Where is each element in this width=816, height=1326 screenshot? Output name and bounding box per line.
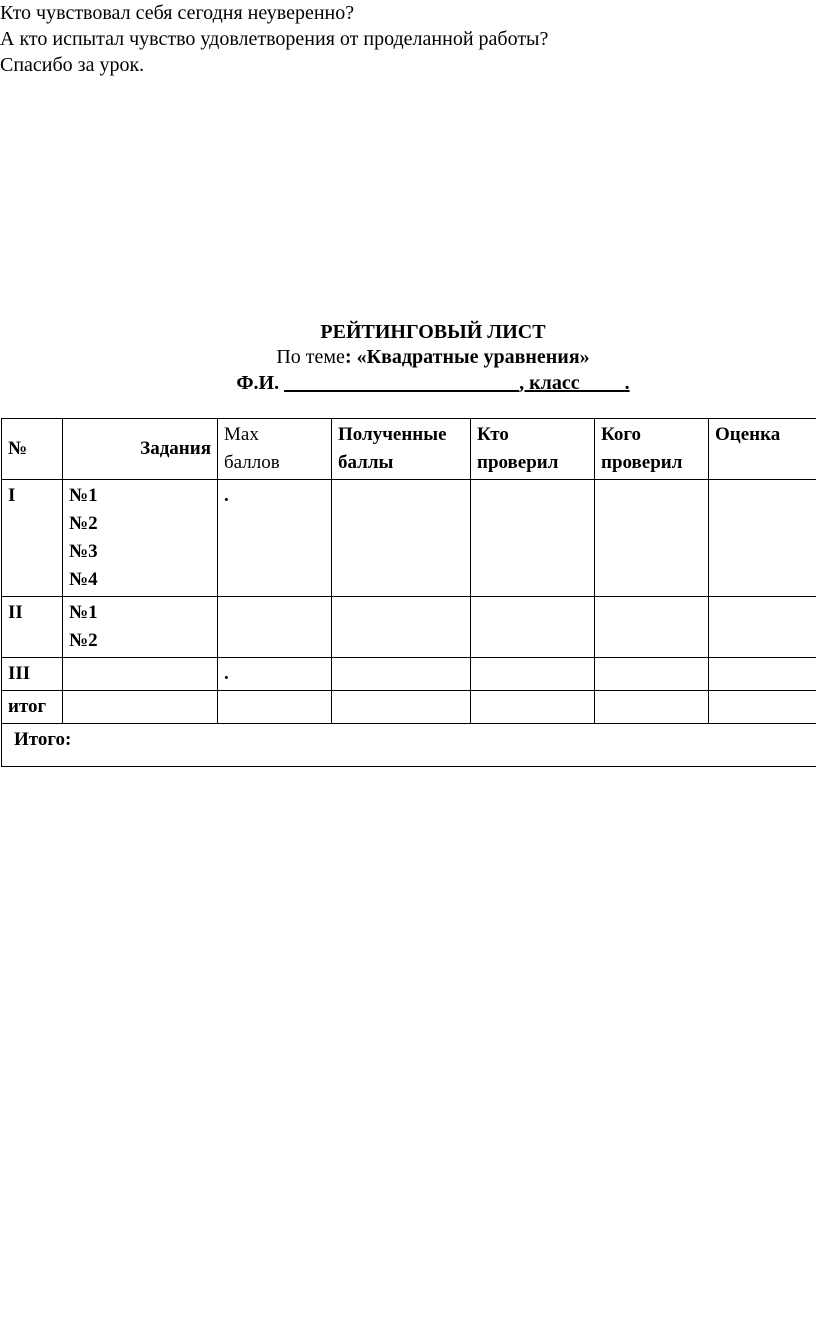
cell-got[interactable]: [332, 480, 471, 597]
header-whom: [595, 419, 709, 480]
fio-label: Ф.И.: [236, 372, 280, 394]
cell-whom[interactable]: [595, 691, 709, 724]
row-tasks: [63, 691, 218, 724]
row-max: [218, 691, 332, 724]
task-item: №4: [69, 569, 98, 590]
total-label: Итого:: [14, 729, 72, 750]
row-num: II: [2, 597, 63, 658]
closing-questions: [0, 0, 548, 78]
row-max: .: [218, 480, 332, 597]
class-label: , класс: [519, 372, 580, 394]
table-row: [2, 691, 816, 724]
header-who-line1: Кто: [477, 424, 509, 445]
header-num: №: [2, 419, 63, 480]
header-row: [2, 419, 816, 480]
total-cell[interactable]: [2, 724, 816, 767]
fio-blank[interactable]: [284, 372, 519, 394]
header-got-line2: баллы: [338, 452, 394, 473]
row-tasks: [63, 597, 218, 658]
intro-line-1: Кто чувствовал себя сегодня неуверенно?: [0, 2, 355, 24]
header-got-line1: Полученные: [338, 424, 447, 445]
header-max-line2: баллов: [224, 452, 280, 473]
task-item: №2: [69, 513, 98, 534]
header-whom-line2: проверил: [601, 452, 683, 473]
task-item: №1: [69, 485, 98, 506]
task-item: №1: [69, 602, 98, 623]
topic-value: : «Квадратные уравнения»: [344, 346, 590, 368]
class-blank[interactable]: [580, 372, 625, 394]
cell-whom[interactable]: [595, 597, 709, 658]
header-max-line1: Max: [224, 424, 259, 445]
row-tasks: [63, 658, 218, 691]
cell-got[interactable]: [332, 597, 471, 658]
total-row: [2, 724, 816, 767]
header-grade: Оценка: [709, 419, 816, 480]
cell-grade[interactable]: [709, 480, 816, 597]
cell-who[interactable]: [471, 597, 595, 658]
cell-grade[interactable]: [709, 658, 816, 691]
header-who-line2: проверил: [477, 452, 559, 473]
cell-who[interactable]: [471, 691, 595, 724]
name-class-line: [0, 372, 816, 395]
cell-who[interactable]: [471, 658, 595, 691]
row-num: III: [2, 658, 63, 691]
cell-got[interactable]: [332, 658, 471, 691]
cell-who[interactable]: [471, 480, 595, 597]
table-row: [2, 480, 816, 597]
cell-grade[interactable]: [709, 691, 816, 724]
header-whom-line1: Кого: [601, 424, 641, 445]
row-max: .: [218, 658, 332, 691]
task-item: №3: [69, 541, 98, 562]
header-got: [332, 419, 471, 480]
header-who: [471, 419, 595, 480]
cell-whom[interactable]: [595, 480, 709, 597]
sheet-title: РЕЙТИНГОВЫЙ ЛИСТ: [320, 321, 546, 343]
intro-line-2: А кто испытал чувство удовлетворения от проделанной работы?: [0, 28, 549, 50]
cell-got[interactable]: [332, 691, 471, 724]
row-tasks: [63, 480, 218, 597]
row-num: итог: [2, 691, 63, 724]
topic-prefix: По теме: [276, 346, 345, 368]
intro-line-3: Спасибо за урок.: [0, 54, 145, 76]
rating-table: [1, 418, 816, 767]
row-max: [218, 597, 332, 658]
cell-grade[interactable]: [709, 597, 816, 658]
table-row: [2, 658, 816, 691]
row-num: I: [2, 480, 63, 597]
task-item: №2: [69, 630, 98, 651]
header-tasks: Задания: [63, 419, 218, 480]
table-row: [2, 597, 816, 658]
cell-whom[interactable]: [595, 658, 709, 691]
header-max: [218, 419, 332, 480]
topic-line: [0, 346, 816, 369]
class-end: .: [624, 372, 630, 394]
